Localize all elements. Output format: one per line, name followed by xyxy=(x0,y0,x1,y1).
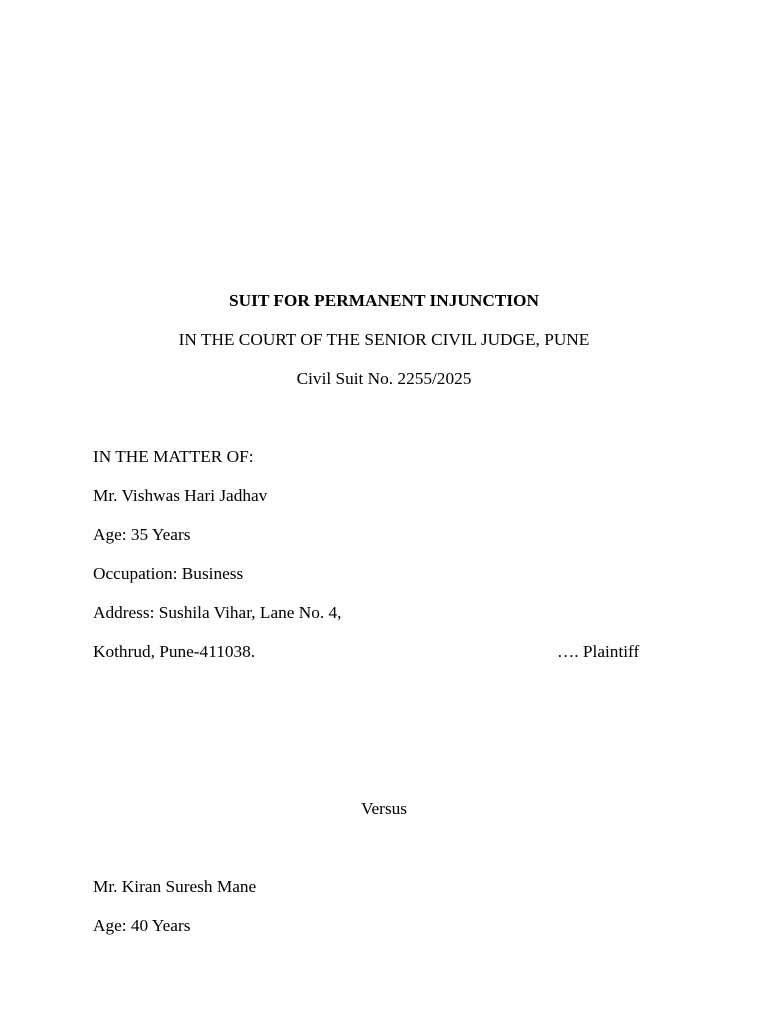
plaintiff-role-label: …. Plaintiff xyxy=(557,642,640,661)
versus-label: Versus xyxy=(360,799,408,818)
plaintiff-age: Age: 35 Years xyxy=(93,525,191,544)
defendant-age: Age: 40 Years xyxy=(93,916,191,935)
document-title: SUIT FOR PERMANENT INJUNCTION xyxy=(229,291,539,310)
defendant-name: Mr. Kiran Suresh Mane xyxy=(93,877,257,896)
plaintiff-address-line1: Address: Sushila Vihar, Lane No. 4, xyxy=(93,603,342,622)
plaintiff-address-line2: Kothrud, Pune-411038. xyxy=(93,642,256,661)
plaintiff-name: Mr. Vishwas Hari Jadhav xyxy=(93,486,268,505)
matter-intro: IN THE MATTER OF: xyxy=(93,447,254,466)
suit-number: Civil Suit No. 2255/2025 xyxy=(296,369,472,388)
court-name: IN THE COURT OF THE SENIOR CIVIL JUDGE, PUNE xyxy=(178,330,590,349)
plaintiff-occupation: Occupation: Business xyxy=(93,564,244,583)
